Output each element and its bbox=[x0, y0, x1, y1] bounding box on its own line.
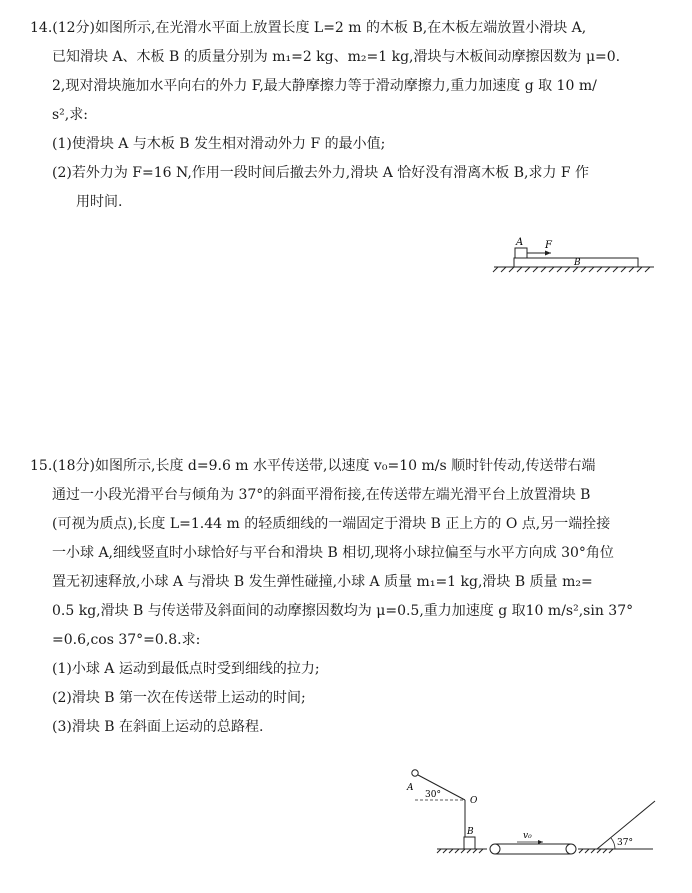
angle-37-arc bbox=[611, 838, 615, 849]
problem-15-line-2: 通过一小段光滑平台与倾角为 37°的斜面平滑衔接,在传送带左端光滑平台上放置滑块 B bbox=[52, 487, 591, 503]
problem-14-line-4: s²,求: bbox=[52, 107, 88, 123]
problem-15-line-4: 一小球 A,细线竖直时小球恰好与平台和滑块 B 相切,现将小球拉偏至与水平方向成 30°角位 bbox=[52, 545, 614, 561]
problem-14-question-1: (1)使滑块 A 与木板 B 发生相对滑动外力 F 的最小值; bbox=[52, 136, 386, 152]
problem-15-line-7: =0.6,cos 37°=0.8.求: bbox=[52, 632, 201, 648]
ball-a bbox=[412, 770, 418, 776]
left-platform-ground bbox=[437, 849, 487, 853]
problem-15-line-5: 置无初速释放,小球 A 与滑块 B 发生弹性碰撞,小球 A 质量 m₁=1 kg,滑块 B 质量 m₂= bbox=[52, 574, 593, 590]
problem-15-question-3: (3)滑块 B 在斜面上运动的总路程. bbox=[52, 719, 264, 735]
label-a: A bbox=[516, 237, 524, 248]
block-b bbox=[464, 837, 475, 849]
problem-15-line-3: (可视为质点),长度 L=1.44 m 的轻质细线的一端固定于滑块 B 正上方的 O 点,另一端拴接 bbox=[52, 516, 611, 532]
problem-14-line-2: 已知滑块 A、木板 B 的质量分别为 m₁=2 kg、m₂=1 kg,滑块与木板间动摩擦因数为 μ=0. bbox=[52, 49, 621, 65]
problem-15-line-1: 15.(18分)如图所示,长度 d=9.6 m 水平传送带,以速度 v₀=10 m/s 顺时针传动,传送带右端 bbox=[30, 458, 596, 474]
block-a bbox=[515, 248, 527, 258]
velocity-arrow-head bbox=[538, 840, 543, 844]
problem-15 bbox=[30, 452, 674, 742]
conveyor-belt bbox=[490, 844, 576, 854]
label-o: O bbox=[470, 796, 478, 806]
label-f: F bbox=[545, 240, 552, 251]
label-a: A bbox=[407, 783, 414, 793]
label-b: B bbox=[574, 258, 581, 268]
problem-14-figure bbox=[490, 228, 660, 278]
problem-15-question-2: (2)滑块 B 第一次在传送带上运动的时间; bbox=[52, 690, 306, 706]
problem-15-figure bbox=[395, 765, 660, 865]
problem-14-line-3: 2,现对滑块施加水平向右的外力 F,最大静摩擦力等于滑动摩擦力,重力加速度 g 取 10 m/ bbox=[52, 78, 597, 94]
problem-15-line-6: 0.5 kg,滑块 B 与传送带及斜面间的动摩擦因数均为 μ=0.5,重力加速度 g 取10 m/s²,sin 37° bbox=[52, 603, 634, 619]
label-angle-37: 37° bbox=[617, 838, 633, 848]
label-angle-30: 30° bbox=[425, 790, 441, 800]
right-platform-ground bbox=[578, 849, 653, 853]
problem-14-question-2-line-1: (2)若外力为 F=16 N,作用一段时间后撤去外力,滑块 A 恰好没有滑离木板 B,求力 F 作 bbox=[52, 165, 590, 181]
problem-14-line-1: 14.(12分)如图所示,在光滑水平面上放置长度 L=2 m 的木板 B,在木板左端放置小滑块 A, bbox=[30, 20, 587, 36]
force-arrow-head bbox=[545, 251, 551, 256]
label-v0: v₀ bbox=[523, 831, 532, 841]
problem-15-question-1: (1)小球 A 运动到最低点时受到细线的拉力; bbox=[52, 661, 320, 677]
label-b: B bbox=[467, 827, 474, 837]
problem-14-question-2-line-2: 用时间. bbox=[76, 194, 123, 210]
problem-14 bbox=[30, 14, 674, 217]
